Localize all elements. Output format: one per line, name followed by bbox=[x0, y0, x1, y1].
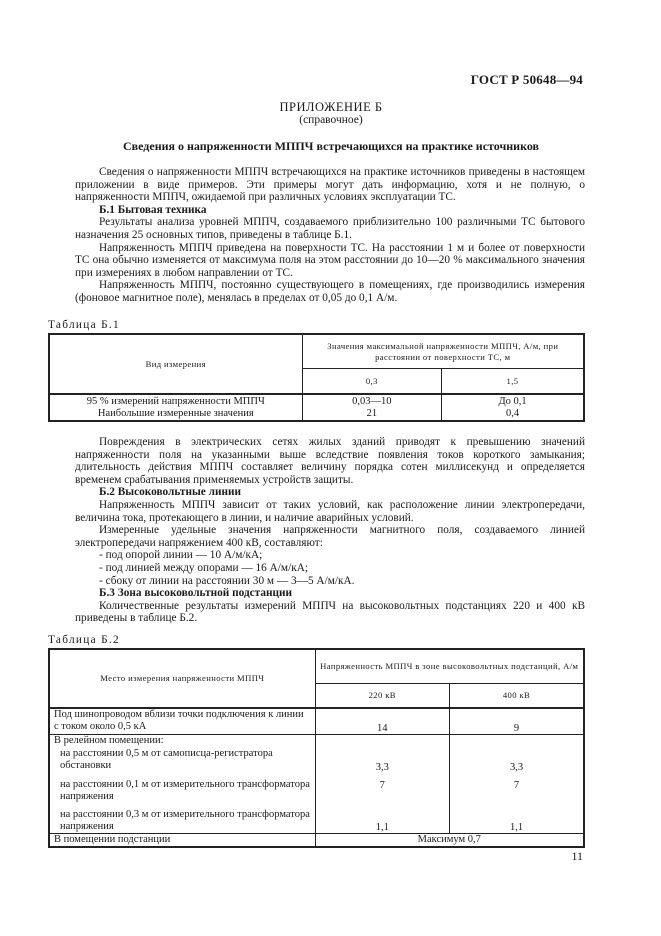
table1-header-group: Значения максимальной напряженности МППЧ, А/м, при расстоянии от поверхности ТС, м bbox=[302, 334, 584, 369]
table2-row-transformer2-label: на расстоянии 0,3 м от измерительного трансформатора напряжения bbox=[49, 803, 315, 833]
table-b2 bbox=[48, 648, 585, 848]
table2-header-b: 400 кВ bbox=[450, 683, 585, 708]
table1-header-kind: Вид измерения bbox=[49, 334, 302, 394]
standard-number: ГОСТ Р 50648—94 bbox=[470, 72, 583, 87]
table-b1 bbox=[48, 333, 585, 422]
section-heading-b2: Б.2 Высоковольтные линии bbox=[99, 486, 242, 499]
table1-header-a: 0,3 bbox=[302, 369, 441, 395]
table1-row1-a: 0,03—10 bbox=[302, 394, 441, 407]
table2-header-a: 220 кВ bbox=[315, 683, 449, 708]
body-section-1 bbox=[75, 166, 585, 305]
body-section-2 bbox=[75, 436, 585, 625]
paragraph-faults: Повреждения в электрических сетях жилых зданий приводят к превышению значений напряженности поля на указанными выше вследствие появления токов короткого замыкания; длительность действия МППЧ составляет величину порядка сотен миллисекунд и определяется временем срабатывания применяемых устройств защиты. bbox=[75, 436, 585, 486]
section-heading-b1: Б.1 Бытовая техника bbox=[99, 203, 207, 216]
appendix-heading: Сведения о напряженности МППЧ встречающихся на практике источников bbox=[122, 139, 539, 153]
list-item: - сбоку от линии на расстоянии 30 м — 3—5 А/м/кА. bbox=[99, 574, 355, 587]
table2-row-substation-label: В помещении подстанции bbox=[49, 833, 315, 847]
list-item: - под линией между опорами — 16 А/м/кА; bbox=[99, 561, 309, 574]
table2-row-busbar-b: 9 bbox=[450, 708, 585, 734]
table1-row1-b: До 0,1 bbox=[442, 394, 584, 407]
paragraph-b2-1: Напряженность МППЧ зависит от таких условий, как расположение линии электропередачи, величина тока, протекающего в линии, и наличие аварийных условий. bbox=[75, 498, 585, 524]
table1-caption: Таблица Б.1 bbox=[48, 319, 120, 331]
table2-empty-cell bbox=[315, 734, 449, 747]
table2-row-transformer1-b: 7 bbox=[450, 773, 585, 803]
table2-row-transformer1-label: на расстоянии 0,1 м от измерительного трансформатора напряжения bbox=[49, 773, 315, 803]
section-heading-b3: Б.3 Зона высоковольтной подстанции bbox=[99, 587, 293, 600]
table2-header-group: Напряженность МППЧ в зоне высоковольтных подстанций, А/м bbox=[315, 649, 584, 683]
table2-row-transformer2-a: 1,1 bbox=[315, 803, 449, 833]
table1-row2-a: 21 bbox=[302, 408, 441, 421]
appendix-subtitle: (справочное) bbox=[299, 114, 363, 126]
paragraph-b1-1: Результаты анализа уровней МППЧ, создаваемого приблизительно 100 различными ТС бытового назначения 25 основных типов, приведены в таблице Б.1. bbox=[75, 216, 585, 241]
paragraph-b2-2: Измеренные удельные значения напряженности магнитного поля, создаваемого линией электропередачи напряжением 400 кВ, составляют: bbox=[75, 524, 585, 549]
paragraph-b1-2: Напряженность МППЧ приведена на поверхности ТС. На расстоянии 1 м и более от поверхности ТС она обычно изменяется от максимума поля на этом расстоянии до 10—20 % максимального значения при измерениях в любом направлении от ТС. bbox=[75, 241, 585, 279]
appendix-title: ПРИЛОЖЕНИЕ Б bbox=[279, 100, 383, 114]
table1-row1-label: 95 % измерений напряженности МППЧ bbox=[49, 394, 302, 407]
table2-caption: Таблица Б.2 bbox=[48, 634, 120, 646]
table2-row-recorder-a: 3,3 bbox=[315, 747, 449, 773]
table2-row-busbar-a: 14 bbox=[315, 708, 449, 734]
table1-header-b: 1,5 bbox=[442, 369, 584, 395]
table1-row2-b: 0,4 bbox=[442, 408, 584, 421]
table1-row2-label: Наибольшие измеренные значения bbox=[49, 408, 302, 421]
table2-row-transformer1-a: 7 bbox=[315, 773, 449, 803]
list-item: - под опорой линии — 10 А/м/кА; bbox=[99, 549, 263, 562]
intro-paragraph: Сведения о напряженности МППЧ встречающихся на практике источников приведены в настоящем приложении в виде примеров. Эти примеры могут дать информацию, хотя и не полную, о напряженности МППЧ, ожидаемой при различных условиях эксплуатации ТС. bbox=[75, 166, 585, 204]
table2-header-place: Место измерения напряженности МППЧ bbox=[49, 649, 315, 708]
page-number: 11 bbox=[571, 849, 583, 863]
paragraph-b3-1: Количественные результаты измерений МППЧ на высоковольтных подстанциях 220 и 400 кВ приведены в таблице Б.2. bbox=[75, 599, 585, 625]
table2-row-substation-value: Максимум 0,7 bbox=[315, 833, 584, 847]
table2-row-busbar-label: Под шинопроводом вблизи точки подключения к линии с током около 0,5 кА bbox=[49, 708, 315, 734]
table2-row-relay-label: В релейном помещении: bbox=[49, 734, 315, 747]
paragraph-b1-3: Напряженность МППЧ, постоянно существующего в помещениях, где производились измерения (фоновое магнитное поле), менялась в пределах от 0,05 до 0,1 А/м. bbox=[75, 279, 585, 304]
table2-row-recorder-label: на расстоянии 0,5 м от самописца-регистратора обстановки bbox=[49, 747, 315, 773]
table2-empty-cell bbox=[450, 734, 585, 747]
table2-row-transformer2-b: 1,1 bbox=[450, 803, 585, 833]
table2-row-recorder-b: 3,3 bbox=[450, 747, 585, 773]
